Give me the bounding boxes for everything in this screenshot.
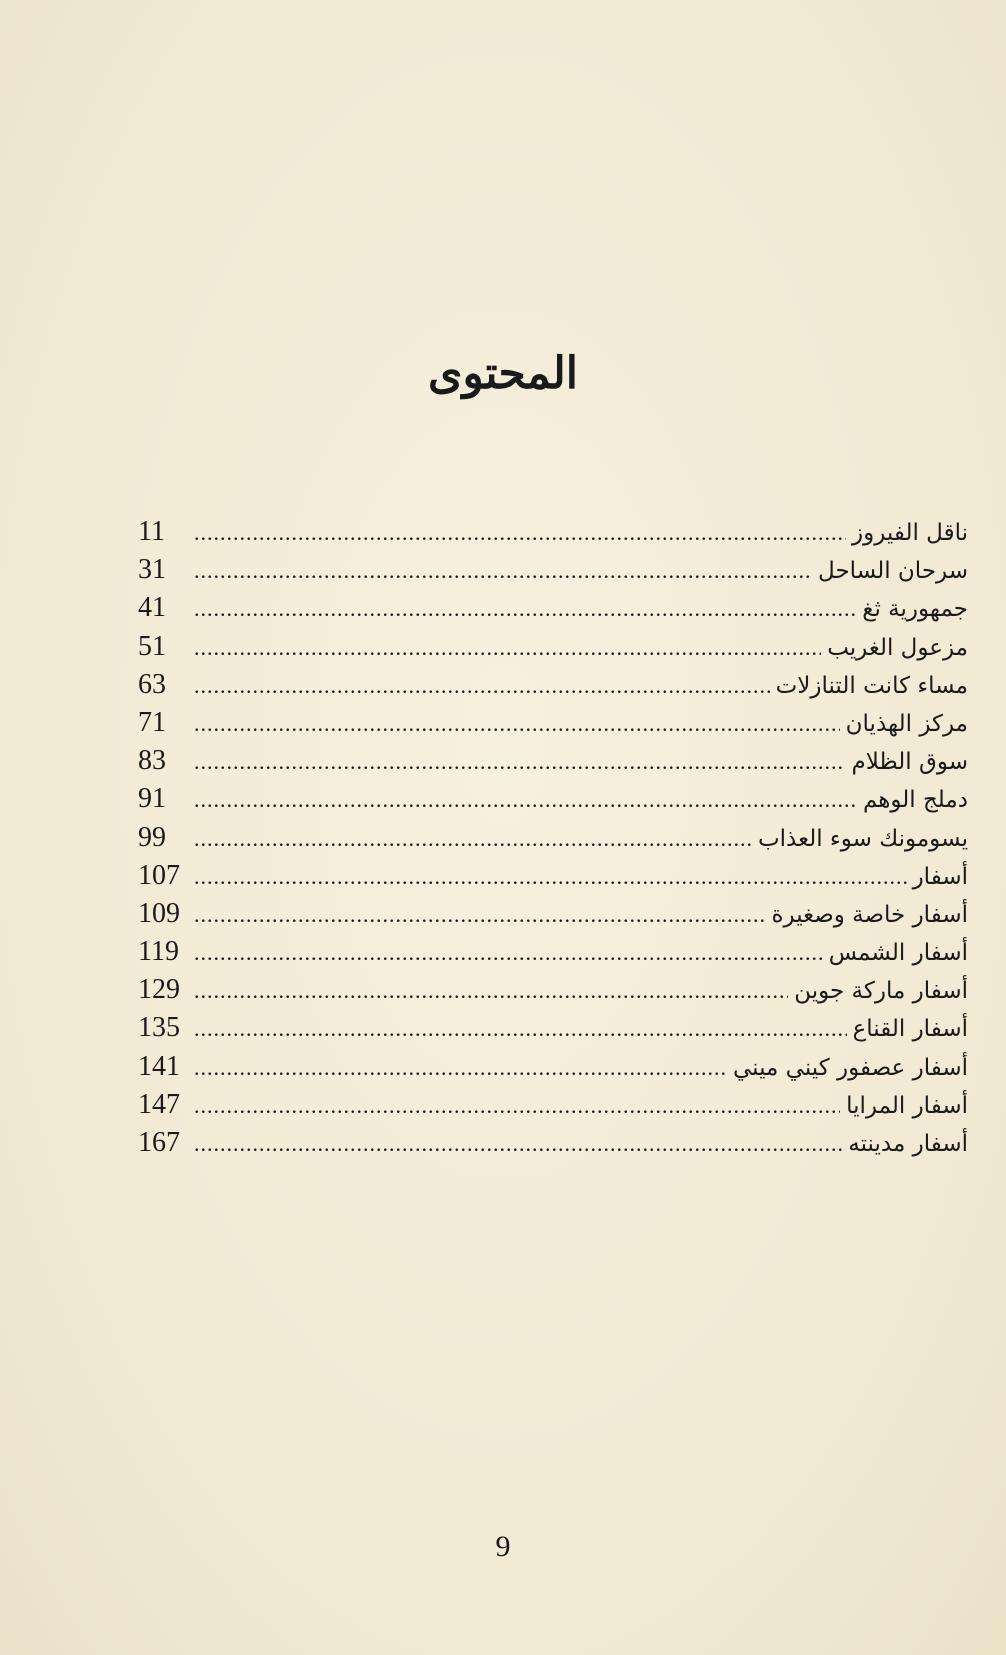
toc-entry (138, 819, 968, 857)
dot-leader (194, 552, 812, 590)
toc-entry-label: يسومونك سوء العذاب (758, 825, 968, 852)
toc-entry-page: 91 (138, 783, 166, 815)
toc-entry-page: 41 (138, 592, 166, 624)
toc-entry (138, 704, 968, 742)
toc-entry-label: مزعول الغريب (827, 634, 968, 661)
toc-entry-label: دملج الوهم (862, 787, 968, 814)
dot-leader (194, 1010, 847, 1048)
dot-leader (194, 629, 821, 667)
toc-entry-label: مساء كانت التنازلات (775, 672, 968, 699)
toc-entry (138, 589, 968, 627)
dot-leader (194, 896, 765, 934)
toc-entry-label: أسفار (912, 863, 968, 890)
toc-entry-label: أسفار ماركة جوين (794, 978, 968, 1005)
toc-entry-label: أسفار المرايا (846, 1092, 968, 1119)
toc-entry (138, 971, 968, 1009)
toc-entry-label: أسفار القناع (852, 1016, 968, 1043)
toc-entry-page: 129 (138, 974, 180, 1006)
toc-entry (138, 895, 968, 933)
toc-entry-page: 11 (138, 516, 165, 547)
page-title: المحتوى (428, 348, 578, 399)
toc-entry-label: جمهورية ثغ (862, 596, 968, 623)
toc-entry-page: 109 (138, 897, 180, 929)
toc-entry (138, 551, 968, 589)
dot-leader (194, 972, 788, 1010)
dot-leader (194, 1087, 840, 1125)
toc-entry-page: 31 (138, 554, 166, 586)
toc-entry-page: 119 (138, 936, 179, 968)
page-number: 9 (495, 1530, 511, 1563)
toc-entry-label: سوق الظلام (851, 749, 968, 776)
toc-entry (138, 1086, 968, 1124)
toc-entry (138, 1124, 968, 1162)
dot-leader (194, 934, 823, 972)
dot-leader (194, 781, 857, 819)
toc-entry-label: أسفار مدينته (848, 1131, 968, 1157)
toc-entry (138, 933, 968, 971)
toc-entry-label: ناقل الفيروز (851, 520, 968, 546)
toc-entry (138, 1048, 968, 1086)
toc-entry-page: 135 (138, 1012, 180, 1044)
toc-entry (138, 513, 968, 551)
toc-entry-page: 99 (138, 821, 166, 853)
toc-entry-label: أسفار خاصة وصغيرة (771, 901, 968, 928)
dot-leader (194, 1049, 727, 1087)
toc-entry (138, 780, 968, 818)
toc-entry-label: مركز الهذيان (845, 710, 968, 737)
toc-entry-page: 167 (138, 1127, 180, 1158)
dot-leader (194, 514, 846, 552)
toc-entry-page: 83 (138, 745, 166, 777)
toc-entry-page: 63 (138, 668, 166, 700)
dot-leader (194, 820, 752, 858)
toc-entry (138, 666, 968, 704)
dot-leader (194, 858, 907, 896)
toc-entry (138, 1009, 968, 1047)
toc-entry-page: 107 (138, 859, 180, 891)
toc-entry-page: 141 (138, 1050, 180, 1082)
toc-entry-label: أسفار عصفور كيني ميني (732, 1054, 968, 1081)
toc-entry-label: أسفار الشمس (828, 940, 968, 967)
toc-entry-page: 147 (138, 1088, 180, 1120)
toc-entry-page: 71 (138, 706, 166, 738)
dot-leader (194, 590, 856, 628)
table-of-contents (138, 513, 968, 1162)
toc-entry (138, 628, 968, 666)
dot-leader (194, 705, 840, 743)
dot-leader (194, 667, 770, 705)
dot-leader (194, 743, 845, 781)
toc-entry (138, 857, 968, 895)
toc-entry-label: سرحان الساحل (818, 558, 968, 585)
dot-leader (194, 1125, 842, 1163)
toc-entry (138, 742, 968, 780)
toc-entry-page: 51 (138, 630, 166, 662)
